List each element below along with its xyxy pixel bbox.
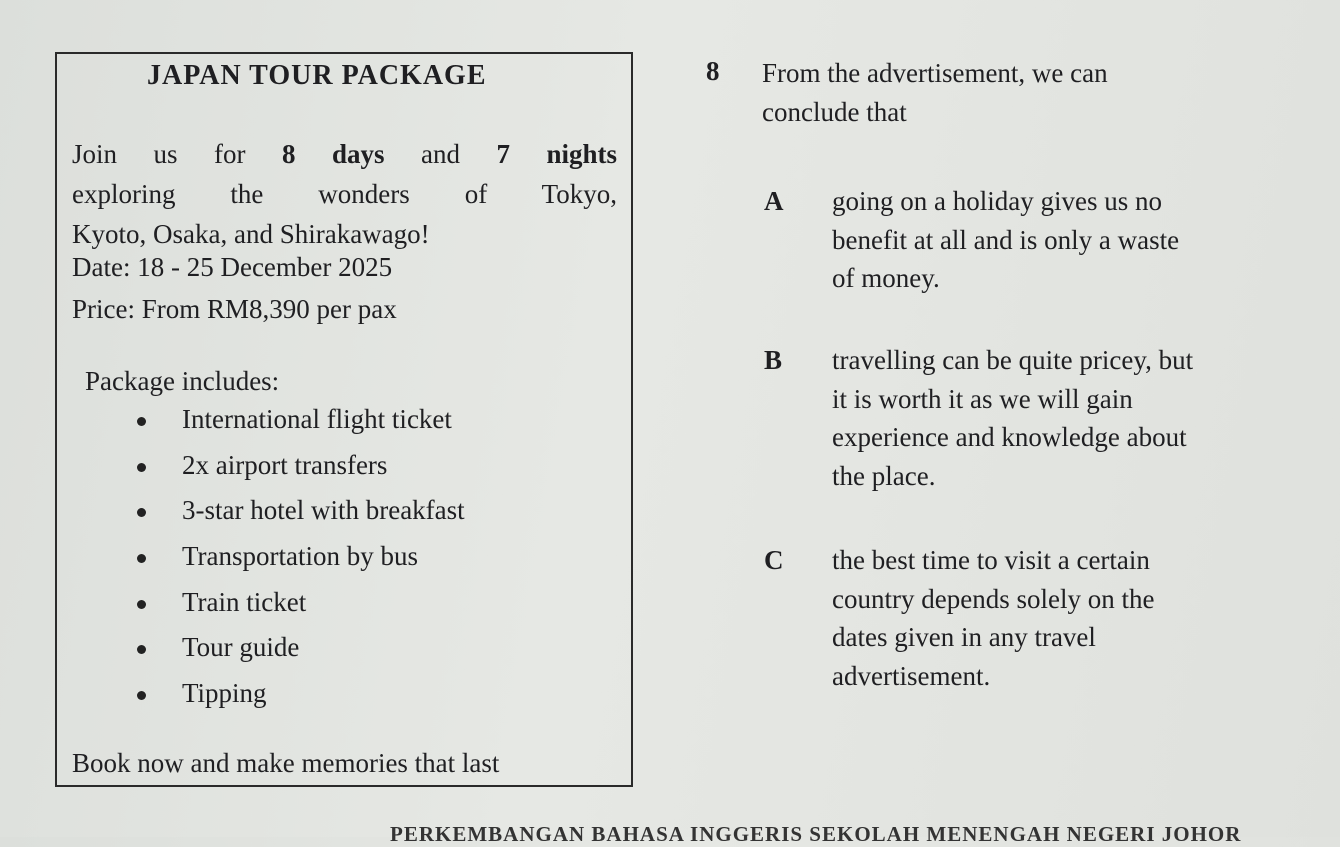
option-line: the place. xyxy=(832,460,936,491)
intro-line-2: exploring the wonders of Tokyo, xyxy=(72,179,617,209)
ad-date: Date: 18 - 25 December 2025 xyxy=(72,252,393,282)
option-line: advertisement. xyxy=(832,660,991,691)
option-a-letter: A xyxy=(764,186,784,216)
option-line: it is worth it as we will gain xyxy=(832,383,1133,414)
option-line: experience and knowledge about xyxy=(832,422,1187,452)
option-line: benefit at all and is only a waste xyxy=(832,224,1180,255)
option-line: travelling can be quite pricey, but xyxy=(832,345,1194,375)
intro-text: Join us for xyxy=(72,139,282,169)
ad-title: JAPAN TOUR PACKAGE xyxy=(147,60,487,91)
intro-days: 8 days xyxy=(281,139,385,169)
list-item: 2x airport transfers xyxy=(137,450,465,496)
option-line: going on a holiday gives us no xyxy=(832,186,1162,216)
intro-and: and xyxy=(384,139,497,169)
ad-price: Price: From RM8,390 per pax xyxy=(72,294,397,324)
option-b-letter: B xyxy=(764,345,783,375)
advertisement-box xyxy=(55,52,633,787)
list-item: Tipping xyxy=(137,678,465,724)
intro-line-3: Kyoto, Osaka, and Shirakawago! xyxy=(72,219,430,249)
includes-list xyxy=(137,404,465,724)
list-item: International flight ticket xyxy=(137,404,465,450)
includes-label: Package includes: xyxy=(85,366,280,396)
question-number: 8 xyxy=(706,56,720,86)
page-footer: PERKEMBANGAN BAHASA INGGERIS SEKOLAH MENENGAH NEGERI JOHOR xyxy=(390,822,1242,846)
option-c-text xyxy=(832,541,1154,695)
option-line: of money. xyxy=(832,263,940,293)
option-line: dates given in any travel xyxy=(832,622,1096,652)
list-item: Tour guide xyxy=(137,632,465,678)
intro-nights: 7 nights xyxy=(496,139,617,169)
stem-line: From the advertisement, we can xyxy=(762,58,1108,88)
option-line: country depends solely on the xyxy=(832,583,1155,614)
ad-closing: Book now and make memories that last xyxy=(72,748,500,778)
question-stem xyxy=(762,54,1108,131)
option-c-letter: C xyxy=(764,545,784,575)
stem-line: conclude that xyxy=(762,96,907,127)
option-b-text xyxy=(832,341,1193,495)
list-item: Transportation by bus xyxy=(137,541,465,587)
option-line: the best time to visit a certain xyxy=(832,545,1150,575)
list-item: Train ticket xyxy=(137,587,465,633)
list-item: 3-star hotel with breakfast xyxy=(137,495,465,541)
ad-intro xyxy=(72,134,617,254)
option-a-text xyxy=(832,182,1179,298)
